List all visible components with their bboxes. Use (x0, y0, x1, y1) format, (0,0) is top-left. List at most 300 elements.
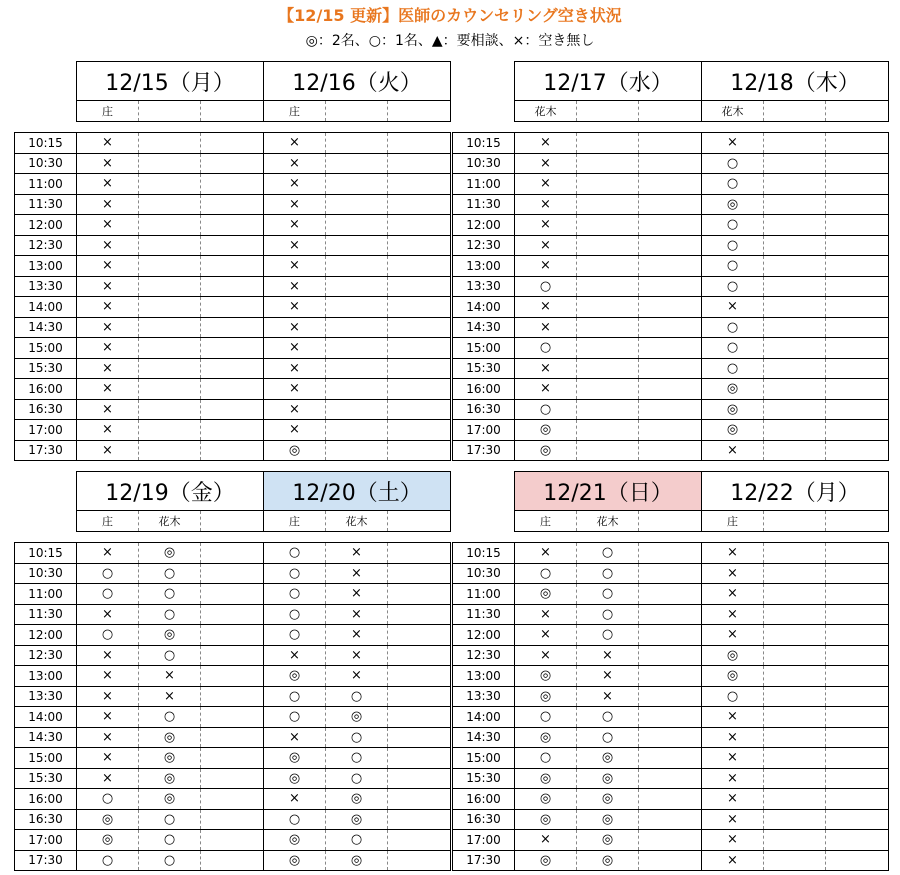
availability-cell[interactable]: ◎ (577, 748, 639, 769)
availability-cell[interactable]: ○ (326, 686, 388, 707)
availability-cell[interactable] (764, 276, 826, 297)
availability-cell[interactable]: ○ (264, 584, 326, 605)
availability-cell[interactable]: ○ (577, 707, 639, 728)
availability-cell[interactable] (326, 379, 388, 400)
availability-cell[interactable] (326, 440, 388, 461)
availability-cell[interactable] (764, 256, 826, 277)
time-slot-row (15, 727, 451, 748)
availability-cell[interactable]: ○ (77, 789, 139, 810)
availability-cell[interactable] (577, 399, 639, 420)
availability-cell[interactable] (326, 297, 388, 318)
availability-cell[interactable]: × (264, 358, 326, 379)
availability-cell[interactable]: × (264, 276, 326, 297)
doctor-spacer (201, 511, 264, 532)
availability-cell[interactable]: × (702, 543, 764, 564)
schedule-table (14, 61, 451, 461)
availability-cell[interactable]: × (702, 789, 764, 810)
availability-cell[interactable]: × (326, 645, 388, 666)
availability-legend: ◎：2名、○：1名、▲：要相談、×：空き無し (305, 33, 595, 49)
availability-cell[interactable]: × (515, 645, 577, 666)
availability-cell[interactable]: × (702, 830, 764, 851)
availability-cell[interactable] (764, 789, 826, 810)
availability-cell[interactable] (139, 194, 201, 215)
availability-cell[interactable] (326, 358, 388, 379)
availability-cell[interactable]: × (326, 666, 388, 687)
availability-cell[interactable]: × (702, 748, 764, 769)
availability-cell[interactable]: ◎ (264, 748, 326, 769)
availability-cell[interactable]: × (264, 645, 326, 666)
availability-cell[interactable] (764, 153, 826, 174)
availability-cell[interactable]: × (77, 317, 139, 338)
empty-cell (639, 256, 702, 277)
availability-cell[interactable]: ○ (577, 625, 639, 646)
availability-cell[interactable] (326, 194, 388, 215)
time-slot-row (15, 317, 451, 338)
availability-cell[interactable]: ○ (702, 256, 764, 277)
availability-cell[interactable]: ◎ (702, 194, 764, 215)
availability-cell[interactable]: × (702, 584, 764, 605)
availability-cell[interactable]: ◎ (515, 666, 577, 687)
availability-cell[interactable]: ◎ (702, 379, 764, 400)
time-label: 17:00 (453, 420, 515, 441)
availability-cell[interactable]: ○ (326, 830, 388, 851)
time-label: 14:00 (453, 707, 515, 728)
availability-cell[interactable]: ◎ (264, 850, 326, 871)
availability-cell[interactable] (764, 850, 826, 871)
availability-cell[interactable]: ○ (515, 707, 577, 728)
availability-cell[interactable]: × (77, 174, 139, 195)
availability-cell[interactable] (764, 748, 826, 769)
availability-cell[interactable] (139, 317, 201, 338)
availability-cell[interactable]: × (139, 686, 201, 707)
availability-cell[interactable] (764, 645, 826, 666)
availability-cell[interactable]: × (264, 789, 326, 810)
availability-cell[interactable] (139, 174, 201, 195)
availability-cell[interactable]: ◎ (515, 727, 577, 748)
availability-cell[interactable]: ○ (264, 686, 326, 707)
availability-cell[interactable] (577, 153, 639, 174)
availability-cell[interactable]: ○ (702, 338, 764, 359)
availability-cell[interactable]: × (326, 584, 388, 605)
availability-cell[interactable]: ◎ (702, 666, 764, 687)
availability-cell[interactable]: ○ (77, 625, 139, 646)
availability-cell[interactable]: × (264, 420, 326, 441)
availability-cell[interactable]: ◎ (577, 789, 639, 810)
time-slot-row (15, 440, 451, 461)
time-slot-row (15, 850, 451, 871)
availability-cell[interactable]: ○ (577, 604, 639, 625)
availability-cell[interactable]: ○ (702, 317, 764, 338)
availability-cell[interactable] (326, 153, 388, 174)
availability-cell[interactable]: × (702, 625, 764, 646)
availability-cell[interactable] (139, 379, 201, 400)
availability-cell[interactable]: ◎ (515, 584, 577, 605)
empty-cell (826, 174, 889, 195)
availability-cell[interactable]: × (264, 235, 326, 256)
availability-cell[interactable]: × (515, 830, 577, 851)
availability-cell[interactable]: ○ (577, 727, 639, 748)
empty-cell (388, 686, 451, 707)
availability-cell[interactable]: × (77, 748, 139, 769)
availability-cell[interactable]: × (515, 358, 577, 379)
availability-cell[interactable] (139, 276, 201, 297)
availability-cell[interactable]: × (77, 133, 139, 154)
availability-cell[interactable]: ◎ (139, 727, 201, 748)
availability-cell[interactable]: ○ (326, 727, 388, 748)
availability-cell[interactable]: × (77, 645, 139, 666)
spacer-cell (15, 532, 451, 543)
availability-cell[interactable]: × (515, 174, 577, 195)
availability-cell[interactable]: × (702, 133, 764, 154)
availability-cell[interactable] (326, 215, 388, 236)
availability-cell[interactable]: ○ (264, 707, 326, 728)
availability-cell[interactable]: ◎ (139, 748, 201, 769)
availability-cell[interactable] (764, 399, 826, 420)
availability-cell[interactable] (764, 174, 826, 195)
availability-cell[interactable]: ○ (326, 768, 388, 789)
availability-cell[interactable] (139, 297, 201, 318)
availability-cell[interactable]: ◎ (264, 666, 326, 687)
availability-cell[interactable]: × (77, 256, 139, 277)
availability-cell[interactable] (326, 399, 388, 420)
availability-cell[interactable] (764, 604, 826, 625)
availability-cell[interactable]: ◎ (515, 789, 577, 810)
empty-cell (388, 133, 451, 154)
availability-cell[interactable]: ○ (139, 584, 201, 605)
availability-cell[interactable]: × (515, 297, 577, 318)
time-label: 15:30 (15, 768, 77, 789)
availability-cell[interactable] (764, 379, 826, 400)
availability-cell[interactable]: × (77, 420, 139, 441)
availability-cell[interactable]: ○ (702, 686, 764, 707)
time-slot-row (453, 543, 889, 564)
availability-cell[interactable]: × (515, 543, 577, 564)
availability-cell[interactable]: ◎ (515, 768, 577, 789)
availability-cell[interactable]: ○ (264, 563, 326, 584)
availability-cell[interactable] (326, 276, 388, 297)
empty-cell (388, 604, 451, 625)
availability-cell[interactable]: × (264, 317, 326, 338)
availability-cell[interactable]: × (515, 317, 577, 338)
availability-cell[interactable]: × (77, 338, 139, 359)
availability-cell[interactable] (764, 338, 826, 359)
availability-cell[interactable]: ○ (139, 563, 201, 584)
availability-cell[interactable]: ○ (515, 748, 577, 769)
availability-cell[interactable] (764, 707, 826, 728)
availability-cell[interactable] (764, 194, 826, 215)
doctor-name: 花木 (702, 101, 764, 122)
availability-cell[interactable]: × (702, 727, 764, 748)
availability-cell[interactable]: ◎ (702, 420, 764, 441)
doctor-spacer (388, 101, 451, 122)
availability-cell[interactable]: × (264, 194, 326, 215)
availability-cell[interactable]: × (515, 235, 577, 256)
availability-cell[interactable] (577, 338, 639, 359)
time-label: 16:30 (453, 809, 515, 830)
availability-cell[interactable]: × (515, 194, 577, 215)
availability-cell[interactable]: × (702, 768, 764, 789)
availability-cell[interactable] (764, 297, 826, 318)
availability-cell[interactable]: ○ (577, 563, 639, 584)
availability-cell[interactable]: ○ (577, 584, 639, 605)
availability-cell[interactable]: ◎ (577, 809, 639, 830)
availability-cell[interactable]: × (77, 707, 139, 728)
empty-cell (826, 338, 889, 359)
availability-cell[interactable]: ◎ (326, 809, 388, 830)
availability-cell[interactable]: ○ (139, 850, 201, 871)
availability-cell[interactable]: ◎ (515, 440, 577, 461)
availability-cell[interactable]: × (264, 153, 326, 174)
availability-cell[interactable] (577, 133, 639, 154)
availability-cell[interactable]: ◎ (139, 625, 201, 646)
availability-cell[interactable] (326, 317, 388, 338)
availability-cell[interactable] (764, 133, 826, 154)
availability-cell[interactable] (764, 625, 826, 646)
availability-cell[interactable] (764, 830, 826, 851)
availability-cell[interactable]: × (77, 235, 139, 256)
availability-cell[interactable]: × (702, 809, 764, 830)
availability-cell[interactable] (577, 317, 639, 338)
empty-cell (201, 276, 264, 297)
availability-cell[interactable] (326, 256, 388, 277)
availability-cell[interactable] (764, 666, 826, 687)
time-label: 17:30 (453, 440, 515, 461)
availability-cell[interactable]: ○ (515, 563, 577, 584)
empty-cell (388, 276, 451, 297)
availability-cell[interactable]: × (515, 215, 577, 236)
availability-cell[interactable]: × (77, 440, 139, 461)
availability-cell[interactable]: × (515, 379, 577, 400)
availability-cell[interactable] (577, 256, 639, 277)
availability-cell[interactable]: ○ (139, 830, 201, 851)
availability-cell[interactable] (326, 174, 388, 195)
availability-cell[interactable]: × (264, 399, 326, 420)
availability-cell[interactable] (577, 358, 639, 379)
availability-cell[interactable]: × (77, 543, 139, 564)
availability-cell[interactable]: ◎ (326, 707, 388, 728)
availability-cell[interactable]: ○ (515, 399, 577, 420)
availability-cell[interactable] (326, 338, 388, 359)
empty-cell (201, 645, 264, 666)
availability-cell[interactable]: × (139, 666, 201, 687)
availability-cell[interactable]: × (702, 707, 764, 728)
availability-cell[interactable] (139, 215, 201, 236)
availability-cell[interactable] (139, 440, 201, 461)
empty-cell (388, 645, 451, 666)
availability-cell[interactable]: × (77, 604, 139, 625)
availability-cell[interactable]: ◎ (77, 809, 139, 830)
availability-cell[interactable]: × (702, 604, 764, 625)
availability-cell[interactable]: ○ (77, 850, 139, 871)
availability-cell[interactable]: × (702, 850, 764, 871)
availability-cell[interactable]: ○ (77, 584, 139, 605)
availability-cell[interactable]: × (77, 215, 139, 236)
availability-cell[interactable]: ◎ (515, 420, 577, 441)
availability-cell[interactable]: × (577, 645, 639, 666)
availability-cell[interactable]: ○ (77, 563, 139, 584)
availability-cell[interactable]: × (77, 686, 139, 707)
availability-cell[interactable]: × (577, 666, 639, 687)
availability-cell[interactable]: ○ (702, 215, 764, 236)
availability-cell[interactable] (577, 174, 639, 195)
availability-cell[interactable]: × (264, 256, 326, 277)
availability-cell[interactable]: × (326, 625, 388, 646)
availability-cell[interactable]: ○ (702, 174, 764, 195)
availability-cell[interactable] (764, 543, 826, 564)
time-slot-row (453, 666, 889, 687)
doctor-spacer (201, 101, 264, 122)
corner-cell (453, 62, 515, 101)
availability-cell[interactable] (139, 133, 201, 154)
availability-cell[interactable]: ◎ (139, 789, 201, 810)
availability-cell[interactable] (764, 686, 826, 707)
time-slot-row (453, 686, 889, 707)
availability-cell[interactable]: ○ (326, 748, 388, 769)
availability-cell[interactable] (764, 563, 826, 584)
availability-cell[interactable]: × (264, 174, 326, 195)
availability-cell[interactable]: ○ (264, 809, 326, 830)
availability-cell[interactable] (139, 358, 201, 379)
availability-cell[interactable]: ○ (515, 276, 577, 297)
availability-cell[interactable] (577, 194, 639, 215)
availability-cell[interactable]: ○ (139, 809, 201, 830)
availability-cell[interactable] (326, 420, 388, 441)
availability-cell[interactable] (764, 317, 826, 338)
availability-cell[interactable] (764, 420, 826, 441)
time-label: 15:30 (15, 358, 77, 379)
availability-cell[interactable]: × (264, 215, 326, 236)
availability-cell[interactable]: × (326, 563, 388, 584)
time-label: 11:00 (15, 584, 77, 605)
empty-cell (639, 194, 702, 215)
availability-cell[interactable]: ◎ (577, 768, 639, 789)
availability-cell[interactable]: ◎ (577, 830, 639, 851)
availability-cell[interactable] (577, 379, 639, 400)
doctor-name: 庄 (515, 511, 577, 532)
availability-cell[interactable]: × (77, 358, 139, 379)
availability-cell[interactable] (326, 133, 388, 154)
time-slot-row (15, 174, 451, 195)
availability-cell[interactable] (764, 235, 826, 256)
availability-cell[interactable]: × (515, 133, 577, 154)
availability-cell[interactable] (764, 440, 826, 461)
availability-cell[interactable] (326, 235, 388, 256)
availability-cell[interactable]: ◎ (264, 768, 326, 789)
time-label: 11:00 (453, 584, 515, 605)
availability-cell[interactable]: × (77, 379, 139, 400)
availability-cell[interactable]: ○ (702, 235, 764, 256)
availability-cell[interactable]: ◎ (264, 440, 326, 461)
availability-cell[interactable]: ◎ (577, 850, 639, 871)
availability-cell[interactable] (577, 235, 639, 256)
availability-cell[interactable]: ◎ (264, 830, 326, 851)
availability-cell[interactable] (577, 420, 639, 441)
availability-cell[interactable] (577, 215, 639, 236)
availability-cell[interactable]: ◎ (139, 768, 201, 789)
availability-cell[interactable] (764, 727, 826, 748)
availability-cell[interactable]: ○ (139, 604, 201, 625)
availability-cell[interactable]: × (77, 727, 139, 748)
doctor-spacer (826, 101, 889, 122)
availability-cell[interactable] (764, 809, 826, 830)
availability-cell[interactable]: ○ (264, 625, 326, 646)
availability-cell[interactable]: × (77, 399, 139, 420)
availability-cell[interactable] (764, 358, 826, 379)
availability-cell[interactable]: ○ (702, 276, 764, 297)
availability-cell[interactable] (139, 399, 201, 420)
availability-cell[interactable]: ○ (139, 707, 201, 728)
availability-cell[interactable]: × (77, 297, 139, 318)
availability-cell[interactable]: ◎ (702, 645, 764, 666)
availability-cell[interactable]: ◎ (139, 543, 201, 564)
availability-cell[interactable] (139, 153, 201, 174)
availability-cell[interactable] (139, 420, 201, 441)
availability-cell[interactable]: ○ (702, 153, 764, 174)
availability-cell[interactable] (764, 584, 826, 605)
time-label: 15:00 (15, 748, 77, 769)
availability-cell[interactable] (139, 235, 201, 256)
availability-cell[interactable]: ◎ (515, 809, 577, 830)
availability-cell[interactable]: ○ (264, 604, 326, 625)
empty-cell (639, 686, 702, 707)
availability-cell[interactable] (577, 276, 639, 297)
availability-cell[interactable]: ◎ (515, 850, 577, 871)
availability-cell[interactable]: × (515, 153, 577, 174)
availability-cell[interactable]: ○ (702, 358, 764, 379)
time-slot-row (15, 194, 451, 215)
availability-cell[interactable]: ○ (577, 543, 639, 564)
availability-cell[interactable]: × (77, 194, 139, 215)
availability-cell[interactable]: × (702, 563, 764, 584)
availability-cell[interactable]: × (77, 276, 139, 297)
availability-cell[interactable]: ◎ (515, 686, 577, 707)
availability-cell[interactable]: × (702, 297, 764, 318)
availability-cell[interactable]: × (77, 153, 139, 174)
time-label: 11:30 (453, 604, 515, 625)
availability-cell[interactable] (577, 440, 639, 461)
availability-cell[interactable]: × (264, 379, 326, 400)
availability-cell[interactable]: × (577, 686, 639, 707)
empty-cell (826, 850, 889, 871)
availability-cell[interactable]: × (77, 666, 139, 687)
availability-cell[interactable]: ○ (139, 645, 201, 666)
availability-cell[interactable] (764, 768, 826, 789)
availability-cell[interactable]: × (264, 133, 326, 154)
availability-cell[interactable]: ◎ (326, 789, 388, 810)
availability-cell[interactable]: × (264, 297, 326, 318)
availability-cell[interactable] (139, 256, 201, 277)
availability-cell[interactable]: × (515, 625, 577, 646)
empty-cell (826, 563, 889, 584)
availability-cell[interactable]: ○ (264, 543, 326, 564)
availability-cell[interactable] (139, 338, 201, 359)
availability-cell[interactable]: × (702, 440, 764, 461)
availability-cell[interactable]: × (264, 727, 326, 748)
availability-cell[interactable]: ◎ (702, 399, 764, 420)
availability-cell[interactable]: × (264, 338, 326, 359)
availability-cell[interactable]: ◎ (77, 830, 139, 851)
availability-cell[interactable] (764, 215, 826, 236)
availability-cell[interactable]: ○ (515, 338, 577, 359)
availability-cell[interactable]: × (77, 768, 139, 789)
empty-cell (639, 789, 702, 810)
availability-cell[interactable]: × (326, 543, 388, 564)
availability-cell[interactable]: × (515, 604, 577, 625)
availability-cell[interactable] (577, 297, 639, 318)
availability-cell[interactable]: × (515, 256, 577, 277)
availability-cell[interactable]: × (326, 604, 388, 625)
availability-cell[interactable]: ◎ (326, 850, 388, 871)
